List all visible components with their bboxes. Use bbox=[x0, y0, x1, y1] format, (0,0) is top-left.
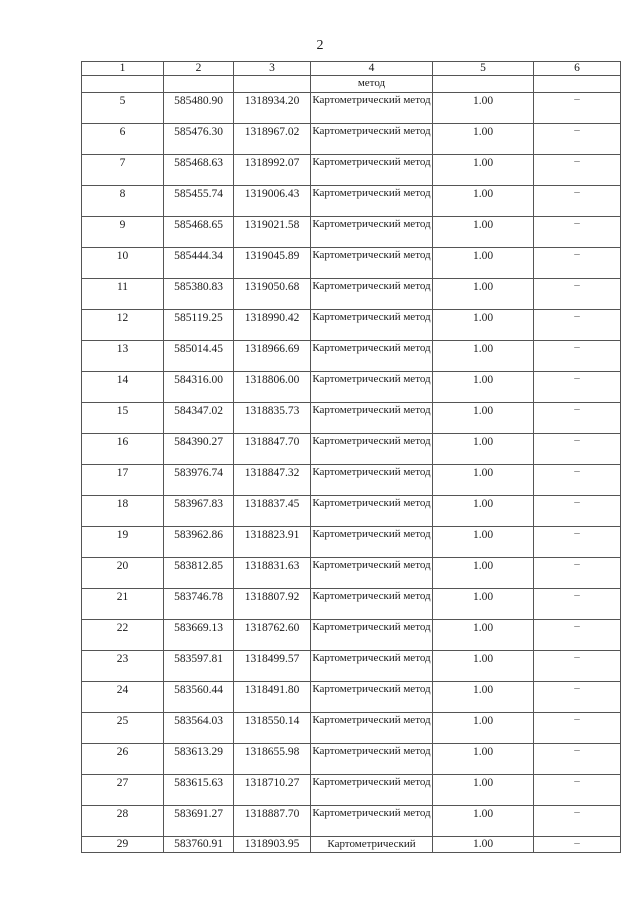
method-cell: Картометрический метод bbox=[311, 620, 433, 651]
accuracy-cell: 1.00 bbox=[433, 403, 534, 434]
table-row bbox=[82, 155, 621, 186]
note-cell: – bbox=[534, 93, 621, 124]
table-row bbox=[82, 589, 621, 620]
x-coordinate-cell: 585480.90 bbox=[164, 93, 234, 124]
note-cell: – bbox=[534, 279, 621, 310]
method-cell: Картометрический метод bbox=[311, 403, 433, 434]
point-number-cell: 19 bbox=[82, 527, 164, 558]
table-row bbox=[82, 93, 621, 124]
accuracy-cell: 1.00 bbox=[433, 248, 534, 279]
table-row bbox=[82, 775, 621, 806]
accuracy-cell: 1.00 bbox=[433, 806, 534, 837]
column-header-5: 5 bbox=[433, 62, 534, 76]
table-row bbox=[82, 186, 621, 217]
continuation-cell bbox=[82, 76, 164, 93]
y-coordinate-cell: 1318837.45 bbox=[234, 496, 311, 527]
y-coordinate-cell: 1318966.69 bbox=[234, 341, 311, 372]
table-row bbox=[82, 682, 621, 713]
y-coordinate-cell: 1318550.14 bbox=[234, 713, 311, 744]
note-cell: – bbox=[534, 465, 621, 496]
y-coordinate-cell: 1319021.58 bbox=[234, 217, 311, 248]
accuracy-cell: 1.00 bbox=[433, 310, 534, 341]
note-cell: – bbox=[534, 651, 621, 682]
accuracy-cell: 1.00 bbox=[433, 155, 534, 186]
point-number-cell: 24 bbox=[82, 682, 164, 713]
table-row bbox=[82, 279, 621, 310]
note-cell: – bbox=[534, 682, 621, 713]
method-cell: Картометрический bbox=[311, 837, 433, 853]
point-number-cell: 6 bbox=[82, 124, 164, 155]
accuracy-cell: 1.00 bbox=[433, 775, 534, 806]
column-header-1: 1 bbox=[82, 62, 164, 76]
continuation-cell bbox=[433, 76, 534, 93]
note-cell: – bbox=[534, 837, 621, 853]
table-row bbox=[82, 217, 621, 248]
y-coordinate-cell: 1318992.07 bbox=[234, 155, 311, 186]
point-number-cell: 14 bbox=[82, 372, 164, 403]
table-row bbox=[82, 465, 621, 496]
accuracy-cell: 1.00 bbox=[433, 527, 534, 558]
point-number-cell: 25 bbox=[82, 713, 164, 744]
method-cell: Картометрический метод bbox=[311, 651, 433, 682]
method-cell: Картометрический метод bbox=[311, 217, 433, 248]
method-cell: Картометрический метод bbox=[311, 806, 433, 837]
x-coordinate-cell: 583560.44 bbox=[164, 682, 234, 713]
x-coordinate-cell: 585468.65 bbox=[164, 217, 234, 248]
note-cell: – bbox=[534, 217, 621, 248]
method-cell: Картометрический метод bbox=[311, 682, 433, 713]
note-cell: – bbox=[534, 434, 621, 465]
x-coordinate-cell: 585444.34 bbox=[164, 248, 234, 279]
method-cell: Картометрический метод bbox=[311, 341, 433, 372]
method-cell: Картометрический метод bbox=[311, 186, 433, 217]
column-header-2: 2 bbox=[164, 62, 234, 76]
x-coordinate-cell: 584347.02 bbox=[164, 403, 234, 434]
x-coordinate-cell: 583760.91 bbox=[164, 837, 234, 853]
y-coordinate-cell: 1318903.95 bbox=[234, 837, 311, 853]
y-coordinate-cell: 1318934.20 bbox=[234, 93, 311, 124]
x-coordinate-cell: 583746.78 bbox=[164, 589, 234, 620]
method-cell: Картометрический метод bbox=[311, 465, 433, 496]
continuation-cell bbox=[164, 76, 234, 93]
table-row bbox=[82, 341, 621, 372]
column-header-3: 3 bbox=[234, 62, 311, 76]
y-coordinate-cell: 1318967.02 bbox=[234, 124, 311, 155]
note-cell: – bbox=[534, 713, 621, 744]
point-number-cell: 11 bbox=[82, 279, 164, 310]
method-cell: Картометрический метод bbox=[311, 155, 433, 186]
x-coordinate-cell: 583976.74 bbox=[164, 465, 234, 496]
y-coordinate-cell: 1318710.27 bbox=[234, 775, 311, 806]
point-number-cell: 23 bbox=[82, 651, 164, 682]
y-coordinate-cell: 1318499.57 bbox=[234, 651, 311, 682]
note-cell: – bbox=[534, 620, 621, 651]
method-cell: Картометрический метод bbox=[311, 124, 433, 155]
accuracy-cell: 1.00 bbox=[433, 372, 534, 403]
continuation-row bbox=[82, 76, 621, 93]
x-coordinate-cell: 584316.00 bbox=[164, 372, 234, 403]
table-row bbox=[82, 372, 621, 403]
table-row bbox=[82, 806, 621, 837]
table-row bbox=[82, 434, 621, 465]
y-coordinate-cell: 1318831.63 bbox=[234, 558, 311, 589]
accuracy-cell: 1.00 bbox=[433, 620, 534, 651]
table-row bbox=[82, 248, 621, 279]
x-coordinate-cell: 583615.63 bbox=[164, 775, 234, 806]
accuracy-cell: 1.00 bbox=[433, 589, 534, 620]
point-number-cell: 12 bbox=[82, 310, 164, 341]
table-row bbox=[82, 558, 621, 589]
point-number-cell: 9 bbox=[82, 217, 164, 248]
y-coordinate-cell: 1319045.89 bbox=[234, 248, 311, 279]
x-coordinate-cell: 585476.30 bbox=[164, 124, 234, 155]
y-coordinate-cell: 1318491.80 bbox=[234, 682, 311, 713]
x-coordinate-cell: 583962.86 bbox=[164, 527, 234, 558]
point-number-cell: 18 bbox=[82, 496, 164, 527]
method-cell: Картометрический метод bbox=[311, 279, 433, 310]
table-row bbox=[82, 651, 621, 682]
point-number-cell: 16 bbox=[82, 434, 164, 465]
y-coordinate-cell: 1318806.00 bbox=[234, 372, 311, 403]
x-coordinate-cell: 585119.25 bbox=[164, 310, 234, 341]
coordinates-table bbox=[81, 61, 621, 853]
method-cell: Картометрический метод bbox=[311, 372, 433, 403]
y-coordinate-cell: 1318847.32 bbox=[234, 465, 311, 496]
method-cell: Картометрический метод bbox=[311, 558, 433, 589]
note-cell: – bbox=[534, 124, 621, 155]
method-cell: Картометрический метод bbox=[311, 434, 433, 465]
x-coordinate-cell: 585455.74 bbox=[164, 186, 234, 217]
continuation-cell bbox=[234, 76, 311, 93]
point-number-cell: 13 bbox=[82, 341, 164, 372]
x-coordinate-cell: 583564.03 bbox=[164, 713, 234, 744]
x-coordinate-cell: 585468.63 bbox=[164, 155, 234, 186]
method-cell: Картометрический метод bbox=[311, 248, 433, 279]
table-body bbox=[82, 62, 621, 853]
table-row bbox=[82, 744, 621, 775]
point-number-cell: 22 bbox=[82, 620, 164, 651]
table-row bbox=[82, 837, 621, 853]
accuracy-cell: 1.00 bbox=[433, 465, 534, 496]
accuracy-cell: 1.00 bbox=[433, 124, 534, 155]
accuracy-cell: 1.00 bbox=[433, 186, 534, 217]
page-number: 2 bbox=[316, 38, 324, 53]
continuation-method-cell: метод bbox=[311, 76, 433, 93]
method-cell: Картометрический метод bbox=[311, 527, 433, 558]
method-cell: Картометрический метод bbox=[311, 496, 433, 527]
accuracy-cell: 1.00 bbox=[433, 558, 534, 589]
point-number-cell: 15 bbox=[82, 403, 164, 434]
note-cell: – bbox=[534, 527, 621, 558]
y-coordinate-cell: 1318823.91 bbox=[234, 527, 311, 558]
column-header-6: 6 bbox=[534, 62, 621, 76]
note-cell: – bbox=[534, 496, 621, 527]
table-row bbox=[82, 403, 621, 434]
y-coordinate-cell: 1318807.92 bbox=[234, 589, 311, 620]
column-number-row bbox=[82, 62, 621, 76]
note-cell: – bbox=[534, 155, 621, 186]
y-coordinate-cell: 1318762.60 bbox=[234, 620, 311, 651]
method-cell: Картометрический метод bbox=[311, 310, 433, 341]
point-number-cell: 28 bbox=[82, 806, 164, 837]
note-cell: – bbox=[534, 186, 621, 217]
method-cell: Картометрический метод bbox=[311, 589, 433, 620]
accuracy-cell: 1.00 bbox=[433, 682, 534, 713]
point-number-cell: 10 bbox=[82, 248, 164, 279]
note-cell: – bbox=[534, 775, 621, 806]
accuracy-cell: 1.00 bbox=[433, 434, 534, 465]
x-coordinate-cell: 584390.27 bbox=[164, 434, 234, 465]
continuation-cell bbox=[534, 76, 621, 93]
method-cell: Картометрический метод bbox=[311, 744, 433, 775]
point-number-cell: 7 bbox=[82, 155, 164, 186]
table-row bbox=[82, 496, 621, 527]
accuracy-cell: 1.00 bbox=[433, 93, 534, 124]
point-number-cell: 26 bbox=[82, 744, 164, 775]
table-row bbox=[82, 310, 621, 341]
y-coordinate-cell: 1318835.73 bbox=[234, 403, 311, 434]
point-number-cell: 27 bbox=[82, 775, 164, 806]
table-row bbox=[82, 620, 621, 651]
x-coordinate-cell: 583812.85 bbox=[164, 558, 234, 589]
method-cell: Картометрический метод bbox=[311, 713, 433, 744]
note-cell: – bbox=[534, 341, 621, 372]
accuracy-cell: 1.00 bbox=[433, 341, 534, 372]
point-number-cell: 17 bbox=[82, 465, 164, 496]
note-cell: – bbox=[534, 589, 621, 620]
note-cell: – bbox=[534, 310, 621, 341]
y-coordinate-cell: 1318990.42 bbox=[234, 310, 311, 341]
y-coordinate-cell: 1318655.98 bbox=[234, 744, 311, 775]
accuracy-cell: 1.00 bbox=[433, 279, 534, 310]
point-number-cell: 5 bbox=[82, 93, 164, 124]
point-number-cell: 20 bbox=[82, 558, 164, 589]
note-cell: – bbox=[534, 403, 621, 434]
note-cell: – bbox=[534, 806, 621, 837]
method-cell: Картометрический метод bbox=[311, 93, 433, 124]
x-coordinate-cell: 583691.27 bbox=[164, 806, 234, 837]
accuracy-cell: 1.00 bbox=[433, 217, 534, 248]
accuracy-cell: 1.00 bbox=[433, 744, 534, 775]
x-coordinate-cell: 583613.29 bbox=[164, 744, 234, 775]
table-row bbox=[82, 124, 621, 155]
note-cell: – bbox=[534, 248, 621, 279]
x-coordinate-cell: 583669.13 bbox=[164, 620, 234, 651]
table-row bbox=[82, 713, 621, 744]
method-cell: Картометрический метод bbox=[311, 775, 433, 806]
column-header-4: 4 bbox=[311, 62, 433, 76]
accuracy-cell: 1.00 bbox=[433, 713, 534, 744]
point-number-cell: 29 bbox=[82, 837, 164, 853]
x-coordinate-cell: 583597.81 bbox=[164, 651, 234, 682]
x-coordinate-cell: 585014.45 bbox=[164, 341, 234, 372]
y-coordinate-cell: 1319006.43 bbox=[234, 186, 311, 217]
accuracy-cell: 1.00 bbox=[433, 837, 534, 853]
x-coordinate-cell: 583967.83 bbox=[164, 496, 234, 527]
y-coordinate-cell: 1318847.70 bbox=[234, 434, 311, 465]
point-number-cell: 21 bbox=[82, 589, 164, 620]
table-row bbox=[82, 527, 621, 558]
note-cell: – bbox=[534, 372, 621, 403]
accuracy-cell: 1.00 bbox=[433, 496, 534, 527]
y-coordinate-cell: 1318887.70 bbox=[234, 806, 311, 837]
note-cell: – bbox=[534, 558, 621, 589]
y-coordinate-cell: 1319050.68 bbox=[234, 279, 311, 310]
x-coordinate-cell: 585380.83 bbox=[164, 279, 234, 310]
accuracy-cell: 1.00 bbox=[433, 651, 534, 682]
point-number-cell: 8 bbox=[82, 186, 164, 217]
note-cell: – bbox=[534, 744, 621, 775]
